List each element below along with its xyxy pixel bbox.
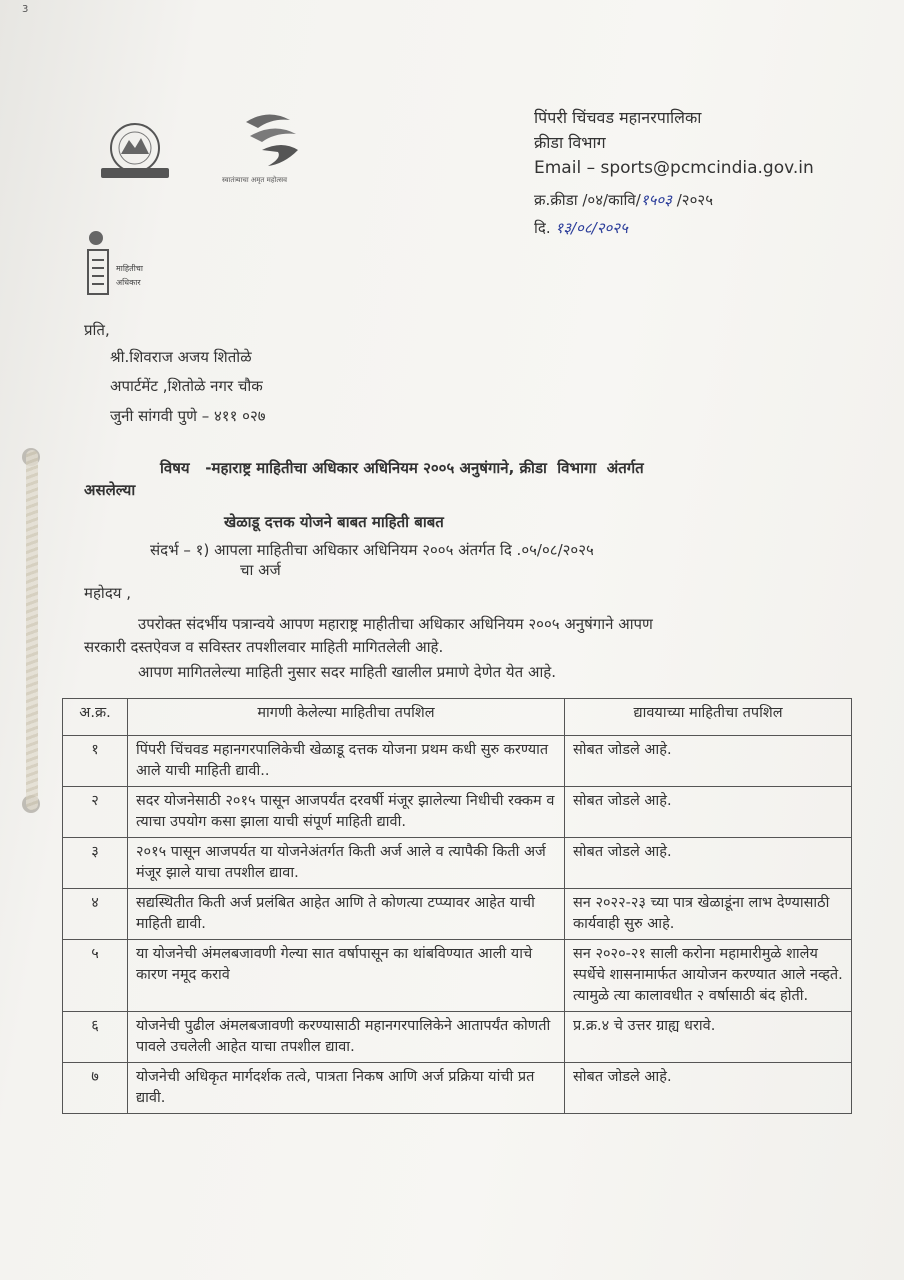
row-response: सन २०२२-२३ च्या पात्र खेळाडूंना लाभ देण्यासाठी कार्यवाही सुरु आहे. [565, 889, 852, 940]
row-response: सोबत जोडले आहे. [565, 1063, 852, 1114]
row-serial: ५ [63, 940, 128, 1012]
row-request: योजनेची अधिकृत मार्गदर्शक तत्वे, पात्रता निकष आणि अर्ज प्रक्रिया यांची प्रत द्यावी. [128, 1063, 565, 1114]
binding-thread [26, 450, 38, 810]
table-row [63, 787, 852, 838]
recipient-name: श्री.शिवराज अजय शितोळे [110, 348, 252, 366]
rti-caption [116, 262, 143, 290]
row-request: या योजनेची अंमलबजावणी गेल्या सात वर्षापासून का थांबविण्यात आली याचे कारण नमूद करावे [128, 940, 565, 1012]
table-row [63, 838, 852, 889]
table-row [63, 889, 852, 940]
table-row [63, 1012, 852, 1063]
salutation: महोदय , [84, 584, 132, 602]
subject-line-3: खेळाडू दत्तक योजने बाबत माहिती बाबत [224, 513, 444, 531]
row-response: सन २०२०-२१ साली करोना महामारीमुळे शालेय स्पर्धेचे शासनामार्फत आयोजन करण्यात आले नव्हते. त्यामुळे त्या कालावधीत २ वर्षासाठी बंद होती. [565, 940, 852, 1012]
row-request: सदर योजनेसाठी २०१५ पासून आजपर्यंत दरवर्षी मंजूर झालेल्या निधीची रक्कम व त्याचा उपयोग कसा झाला याची संपूर्ण माहिती द्यावी. [128, 787, 565, 838]
table-row [63, 736, 852, 787]
reference-line-2: चा अर्ज [240, 561, 281, 579]
rti-logo [86, 230, 114, 296]
header-response: द्यावयाच्या माहितीचा तपशिल [565, 699, 852, 736]
row-serial: १ [63, 736, 128, 787]
row-serial: ४ [63, 889, 128, 940]
row-request: योजनेची पुढील अंमलबजावणी करण्यासाठी महानगरपालिकेने आतापर्यंत कोणती पावले उचलेली आहेत याचा तपशील द्यावा. [128, 1012, 565, 1063]
department-name: क्रीडा विभाग [534, 133, 606, 152]
org-name: पिंपरी चिंचवड महानरपालिका [534, 108, 702, 127]
ref-prefix: क्र.क्रीडा /०४/कावि/ [534, 191, 641, 209]
row-serial: ३ [63, 838, 128, 889]
row-request: पिंपरी चिंचवड महानगरपालिकेची खेळाडू दत्तक योजना प्रथम कधी सुरु करण्यात आले याची माहिती द्यावी.. [128, 736, 565, 787]
page-number: 3 [22, 4, 29, 15]
amrut-caption: स्वातंत्र्याचा अमृत महोत्सव [222, 176, 287, 184]
rti-caption-line1: माहितीचा [116, 264, 143, 273]
row-response: सोबत जोडले आहे. [565, 838, 852, 889]
subject-line-1: विषय -महाराष्ट्र माहितीचा अधिकार अधिनियम २००५ अनुषंगाने, क्रीडा विभागा अंतर्गत [160, 459, 644, 477]
reference-line-1: संदर्भ – १) आपला माहितीचा अधिकार अधिनियम २००५ अंतर्गत दि .०५/०८/२०२५ [150, 541, 594, 559]
table-row [63, 1063, 852, 1114]
amrut-mahotsav-logo [238, 110, 308, 170]
rti-caption-line2: अधिकार [116, 278, 141, 287]
header-request: मागणी केलेल्या माहितीचा तपशिल [128, 699, 565, 736]
row-serial: ६ [63, 1012, 128, 1063]
row-serial: २ [63, 787, 128, 838]
reference-number [534, 190, 713, 210]
body-para-1b: सरकारी दस्तऐवज व सविस्तर तपशीलवार माहिती मागितलेली आहे. [84, 638, 444, 656]
row-response: सोबत जोडले आहे. [565, 787, 852, 838]
body-para-1a: उपरोक्त संदर्भीय पत्रान्वये आपण महाराष्ट्र माहीतीचा अधिकार अधिनियम २००५ अनुषंगाने आपण [138, 615, 653, 633]
information-table [62, 698, 852, 1114]
date-prefix: दि. [534, 219, 556, 237]
row-request: २०१५ पासून आजपर्यत या योजनेअंतर्गत किती अर्ज आले व त्यापैकी किती अर्ज मंजूर झाले याचा तपशील द्यावा. [128, 838, 565, 889]
pcmc-seal-logo [95, 120, 175, 182]
row-response: सोबत जोडले आहे. [565, 736, 852, 787]
ref-suffix: /२०२५ [671, 191, 713, 209]
letter-date [534, 218, 628, 238]
recipient-address-2: जुनी सांगवी पुणे – ४११ ०२७ [110, 407, 266, 425]
ref-number-handwritten: १५०३ [640, 191, 672, 209]
table-row [63, 940, 852, 1012]
body-para-2: आपण मागितलेल्या माहिती नुसार सदर माहिती खालील प्रमाणे देणेत येत आहे. [138, 663, 557, 681]
recipient-prati: प्रति, [84, 321, 110, 339]
row-response: प्र.क्र.४ चे उत्तर ग्राह्य धरावे. [565, 1012, 852, 1063]
header-serial: अ.क्र. [63, 699, 128, 736]
date-handwritten: १३/०८/२०२५ [555, 219, 628, 237]
table-header-row [63, 699, 852, 736]
recipient-address-1: अपार्टमेंट ,शितोळे नगर चौक [110, 377, 263, 395]
row-request: सद्यस्थितीत किती अर्ज प्रलंबित आहेत आणि ते कोणत्या टप्प्यावर आहेत याची माहिती द्यावी. [128, 889, 565, 940]
subject-line-2: असलेल्या [84, 481, 136, 499]
row-serial: ७ [63, 1063, 128, 1114]
department-email: Email – sports@pcmcindia.gov.in [534, 158, 814, 178]
